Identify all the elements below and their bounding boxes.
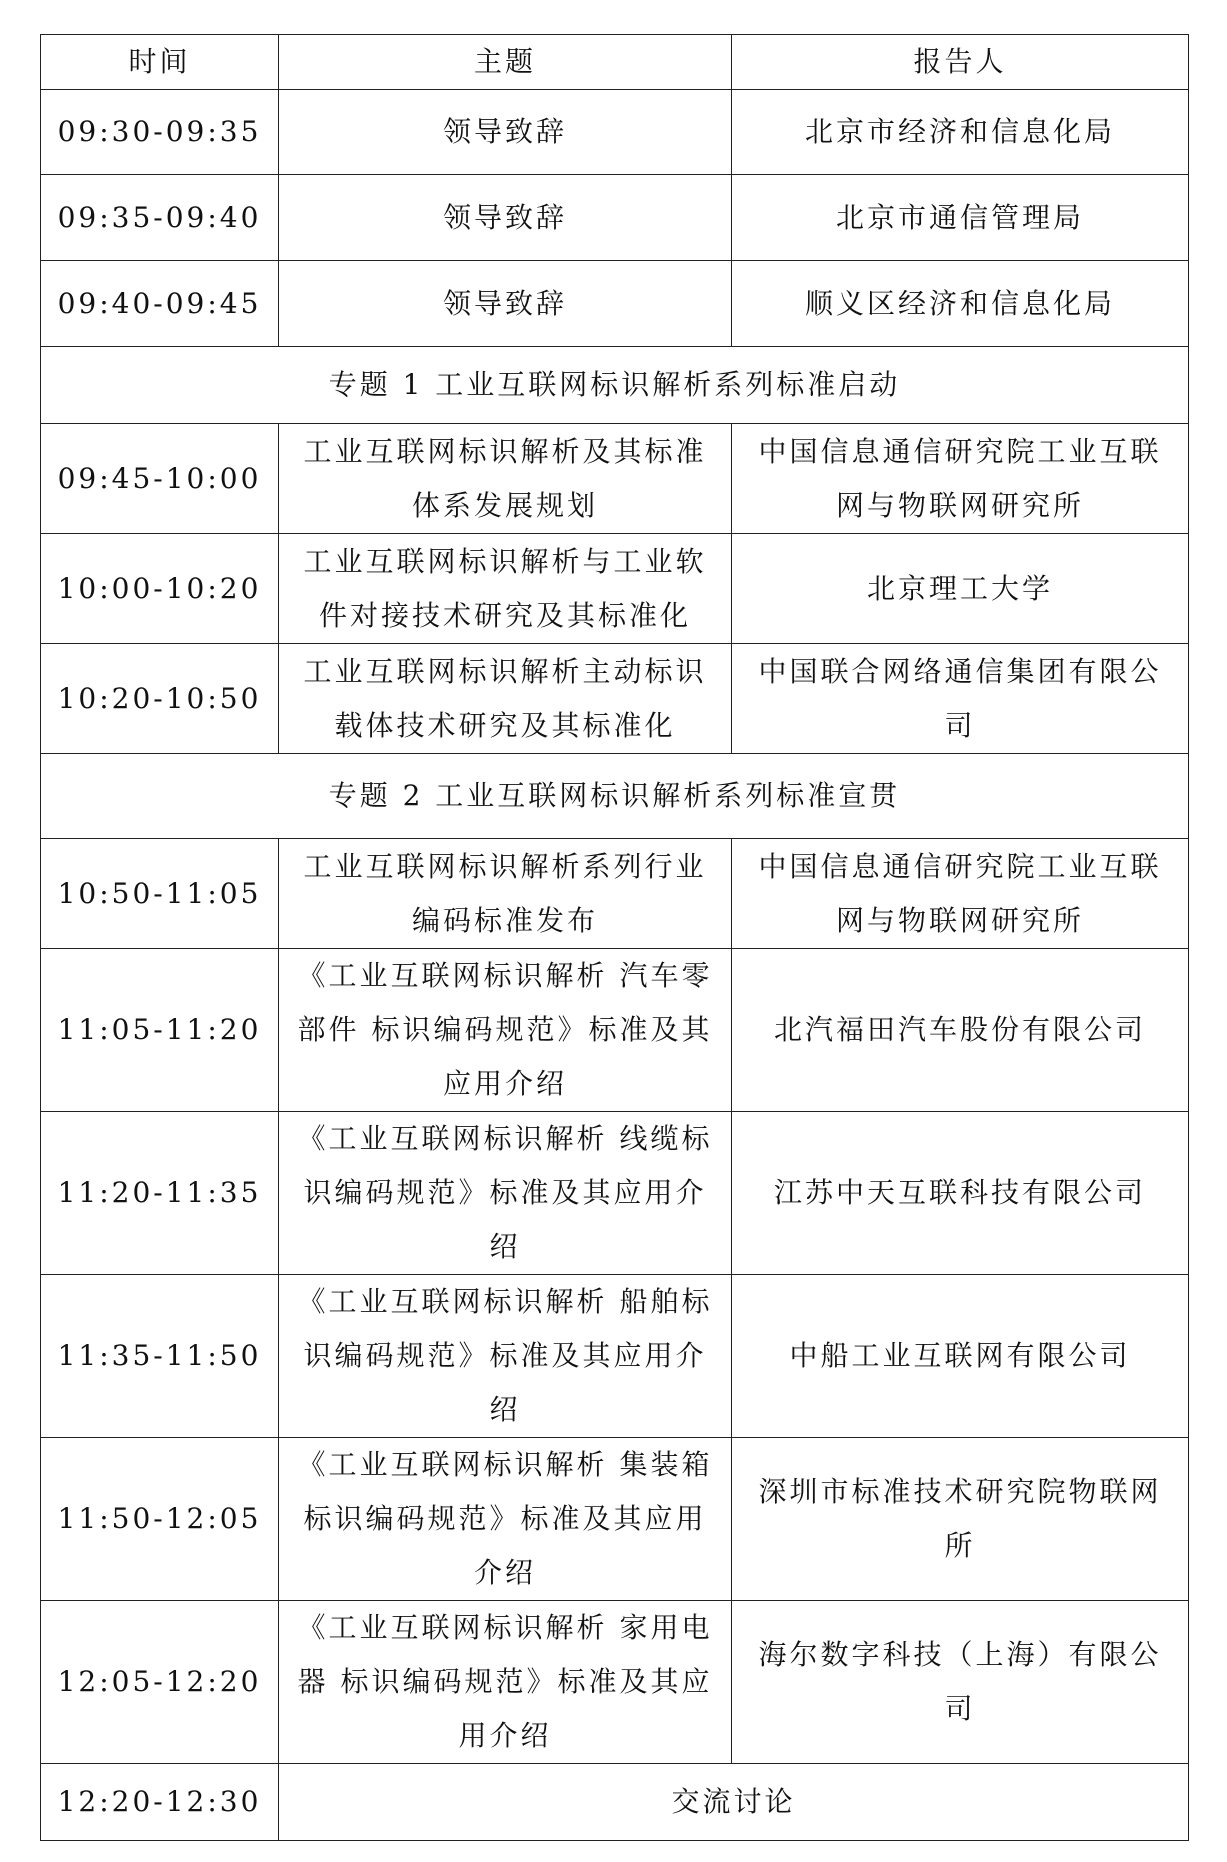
topic-cell: 《工业互联网标识解析 汽车零部件 标识编码规范》标准及其应用介绍 [279,949,732,1112]
time-cell: 11:20-11:35 [41,1112,279,1275]
topic-cell: 领导致辞 [279,261,732,347]
time-cell: 09:45-10:00 [41,424,279,534]
table-row [41,90,1189,175]
agenda-table [40,34,1189,1841]
speaker-cell: 海尔数字科技（上海）有限公司 [732,1601,1189,1764]
topic-cell: 工业互联网标识解析主动标识载体技术研究及其标准化 [279,644,732,754]
table-row [41,949,1189,1112]
table-row [41,1275,1189,1438]
table-row [41,839,1189,949]
time-cell: 09:30-09:35 [41,90,279,175]
time-cell: 12:20-12:30 [41,1764,279,1841]
discussion-cell: 交流讨论 [279,1764,1189,1841]
topic-cell: 工业互联网标识解析及其标准体系发展规划 [279,424,732,534]
topic-cell: 领导致辞 [279,90,732,175]
speaker-cell: 中国信息通信研究院工业互联网与物联网研究所 [732,839,1189,949]
table-row [41,261,1189,347]
time-cell: 11:50-12:05 [41,1438,279,1601]
speaker-cell: 北京市经济和信息化局 [732,90,1189,175]
table-row [41,1764,1189,1841]
speaker-cell: 江苏中天互联科技有限公司 [732,1112,1189,1275]
time-cell: 09:40-09:45 [41,261,279,347]
header-topic: 主题 [279,35,732,90]
topic-cell: 工业互联网标识解析与工业软件对接技术研究及其标准化 [279,534,732,644]
speaker-cell: 中船工业互联网有限公司 [732,1275,1189,1438]
time-cell: 11:05-11:20 [41,949,279,1112]
header-time: 时间 [41,35,279,90]
section-title: 专题 2 工业互联网标识解析系列标准宣贯 [41,754,1189,839]
time-cell: 10:00-10:20 [41,534,279,644]
table-row [41,1601,1189,1764]
table-row [41,175,1189,261]
topic-cell: 《工业互联网标识解析 集装箱 标识编码规范》标准及其应用介绍 [279,1438,732,1601]
table-row [41,1438,1189,1601]
table-row [41,534,1189,644]
table-row [41,424,1189,534]
speaker-cell: 中国信息通信研究院工业互联网与物联网研究所 [732,424,1189,534]
section-title: 专题 1 工业互联网标识解析系列标准启动 [41,347,1189,424]
speaker-cell: 深圳市标准技术研究院物联网所 [732,1438,1189,1601]
speaker-cell: 中国联合网络通信集团有限公司 [732,644,1189,754]
topic-cell: 《工业互联网标识解析 家用电器 标识编码规范》标准及其应用介绍 [279,1601,732,1764]
speaker-cell: 顺义区经济和信息化局 [732,261,1189,347]
speaker-cell: 北京理工大学 [732,534,1189,644]
header-speaker: 报告人 [732,35,1189,90]
table-row [41,644,1189,754]
section-row [41,754,1189,839]
table-row [41,1112,1189,1275]
speaker-cell: 北汽福田汽车股份有限公司 [732,949,1189,1112]
topic-cell: 领导致辞 [279,175,732,261]
header-row [41,35,1189,90]
time-cell: 10:50-11:05 [41,839,279,949]
topic-cell: 《工业互联网标识解析 线缆标识编码规范》标准及其应用介绍 [279,1112,732,1275]
time-cell: 12:05-12:20 [41,1601,279,1764]
section-row [41,347,1189,424]
time-cell: 09:35-09:40 [41,175,279,261]
topic-cell: 工业互联网标识解析系列行业编码标准发布 [279,839,732,949]
topic-cell: 《工业互联网标识解析 船舶标识编码规范》标准及其应用介绍 [279,1275,732,1438]
time-cell: 11:35-11:50 [41,1275,279,1438]
speaker-cell: 北京市通信管理局 [732,175,1189,261]
time-cell: 10:20-10:50 [41,644,279,754]
